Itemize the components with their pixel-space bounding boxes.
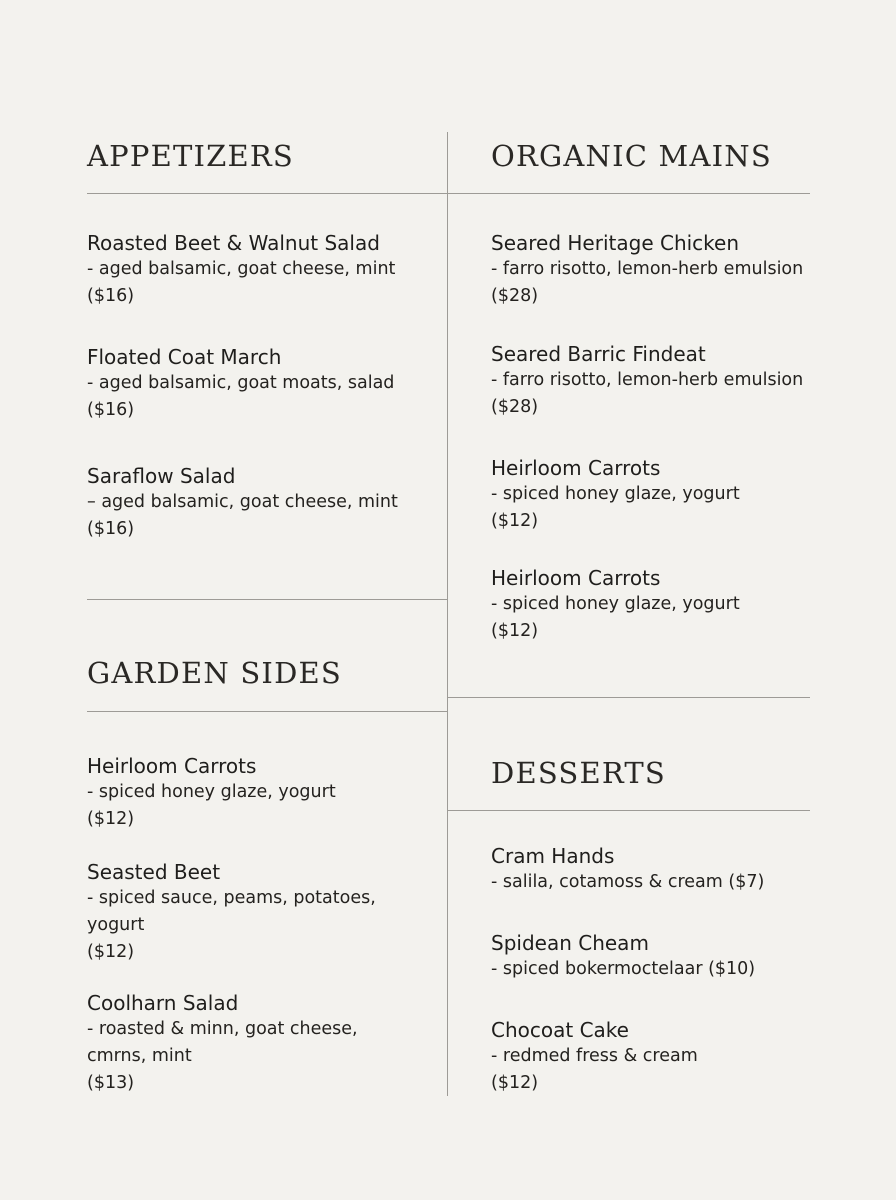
item-price: ($16) [87,286,135,306]
menu-item [87,990,382,1096]
menu-item [87,753,387,832]
item-price: ($28) [491,397,539,417]
menu-item [491,455,886,534]
item-description: - aged balsamic, goat moats, salad [87,373,395,393]
organic-mains-rule [448,193,810,194]
desserts-rule [448,810,810,811]
desserts-heading: DESSERTS [491,756,666,790]
organic-mains-heading: ORGANIC MAINS [491,139,772,173]
garden-sides-heading: GARDEN SIDES [87,656,342,690]
item-name: Cram Hands [491,844,615,868]
menu-item [87,344,437,423]
item-name: Spidean Cheam [491,931,649,955]
item-name: Floated Coat March [87,345,282,369]
item-price: ($13) [87,1073,135,1093]
item-price: ($28) [491,286,539,306]
item-description: - farro risotto, lemon-herb emulsion [491,370,804,390]
menu-item [87,230,437,309]
item-name: Heirloom Carrots [491,456,661,480]
appetizers-rule [87,193,447,194]
item-price: ($16) [87,400,135,420]
section-divider [87,599,447,600]
menu-item [491,843,886,896]
item-name: Coolharn Salad [87,991,239,1015]
item-description: - roasted & minn, goat cheese, cmrns, mint [87,1019,358,1066]
garden-sides-rule [87,711,447,712]
item-description: - salila, cotamoss & cream ($7) [491,872,765,892]
item-description: - spiced honey glaze, yogurt [87,782,336,802]
item-price: ($16) [87,519,135,539]
menu-item [491,230,886,309]
menu-item [491,341,886,420]
item-description: - farro risotto, lemon-herb emulsion [491,259,804,279]
menu-item [491,565,886,644]
item-name: Roasted Beet & Walnut Salad [87,231,380,255]
item-name: Heirloom Carrots [87,754,257,778]
item-description: - redmed fress & cream [491,1046,698,1066]
item-description: - spiced bokermoctelaar ($10) [491,959,756,979]
item-name: Seasted Beet [87,860,221,884]
item-description: – aged balsamic, goat cheese, mint [87,492,398,512]
menu-item [87,463,437,542]
item-name: Chocoat Cake [491,1018,629,1042]
item-description: - spiced honey glaze, yogurt [491,594,740,614]
menu-item [491,1017,886,1096]
item-name: Saraflow Salad [87,464,236,488]
item-name: Seared Heritage Chicken [491,231,740,255]
menu-item [491,930,886,983]
item-price: ($12) [491,1073,539,1093]
menu-item [87,859,387,965]
item-price: ($12) [491,511,539,531]
section-divider [448,697,810,698]
item-price: ($12) [87,809,135,829]
item-name: Seared Barric Findeat [491,342,706,366]
column-divider [447,132,448,1096]
appetizers-heading: APPETIZERS [87,139,294,173]
item-description: - spiced sauce, peams, potatoes, yogurt [87,888,376,935]
item-description: - spiced honey glaze, yogurt [491,484,740,504]
item-price: ($12) [491,621,539,641]
item-description: - aged balsamic, goat cheese, mint [87,259,396,279]
item-price: ($12) [87,942,135,962]
item-name: Heirloom Carrots [491,566,661,590]
